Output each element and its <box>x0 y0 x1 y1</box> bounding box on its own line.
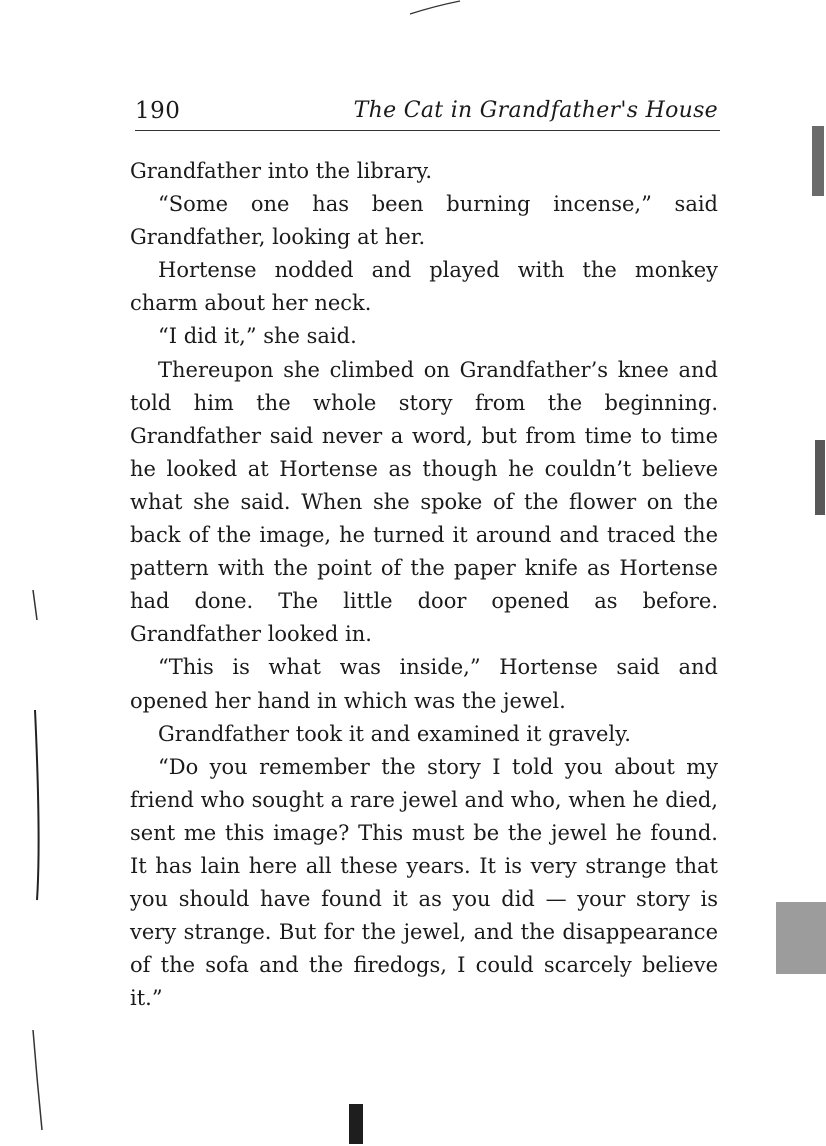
scan-mark-right-2 <box>815 440 825 515</box>
scan-mark-right-1 <box>812 126 824 196</box>
scan-mark-bottom <box>349 1104 363 1144</box>
paragraph: “I did it,” she said. <box>158 324 357 349</box>
paragraph: Thereupon she climbed on Grandfather’s knee and told him the whole story from the beginning. Grandfather said never a word, but from time to time he looked at Hortense as though he couldn’t believe what she said. When she spoke of the flower on the back of the image, he turned it around and traced the pattern with the point of the paper knife as Hortense had done. The little door opened as before. Grandfather looked in. <box>130 357 718 647</box>
paragraph: Hortense nodded and played with the monkey charm about her neck. <box>130 258 718 316</box>
paragraph: Grandfather into the library. <box>130 159 432 183</box>
paragraph: Grandfather took it and examined it gravely. <box>158 721 631 746</box>
paragraph: “Do you remember the story I told you about my friend who sought a rare jewel and who, when he died, sent me this image? This must be the jewel he found. It has lain here all these years. It is very strange that you should have found it as you did — your story is very strange. But for the jewel, and the disappearance of the sofa and the firedogs, I could scarcely believe it.” <box>130 754 718 1011</box>
paragraph: “This is what was inside,” Hortense said and opened her hand in which was the jewel. <box>130 655 718 713</box>
book-title: The Cat in Grandfather's House <box>353 98 718 123</box>
scan-stroke-left <box>15 580 65 1140</box>
running-header <box>135 96 720 131</box>
page-number: 190 <box>135 98 181 124</box>
scan-mark-right-3 <box>776 902 826 974</box>
paragraph: “Some one has been burning incense,” said Grandfather, looking at her. <box>130 192 718 250</box>
body-text <box>130 155 718 1015</box>
scan-stroke-top <box>405 0 465 20</box>
